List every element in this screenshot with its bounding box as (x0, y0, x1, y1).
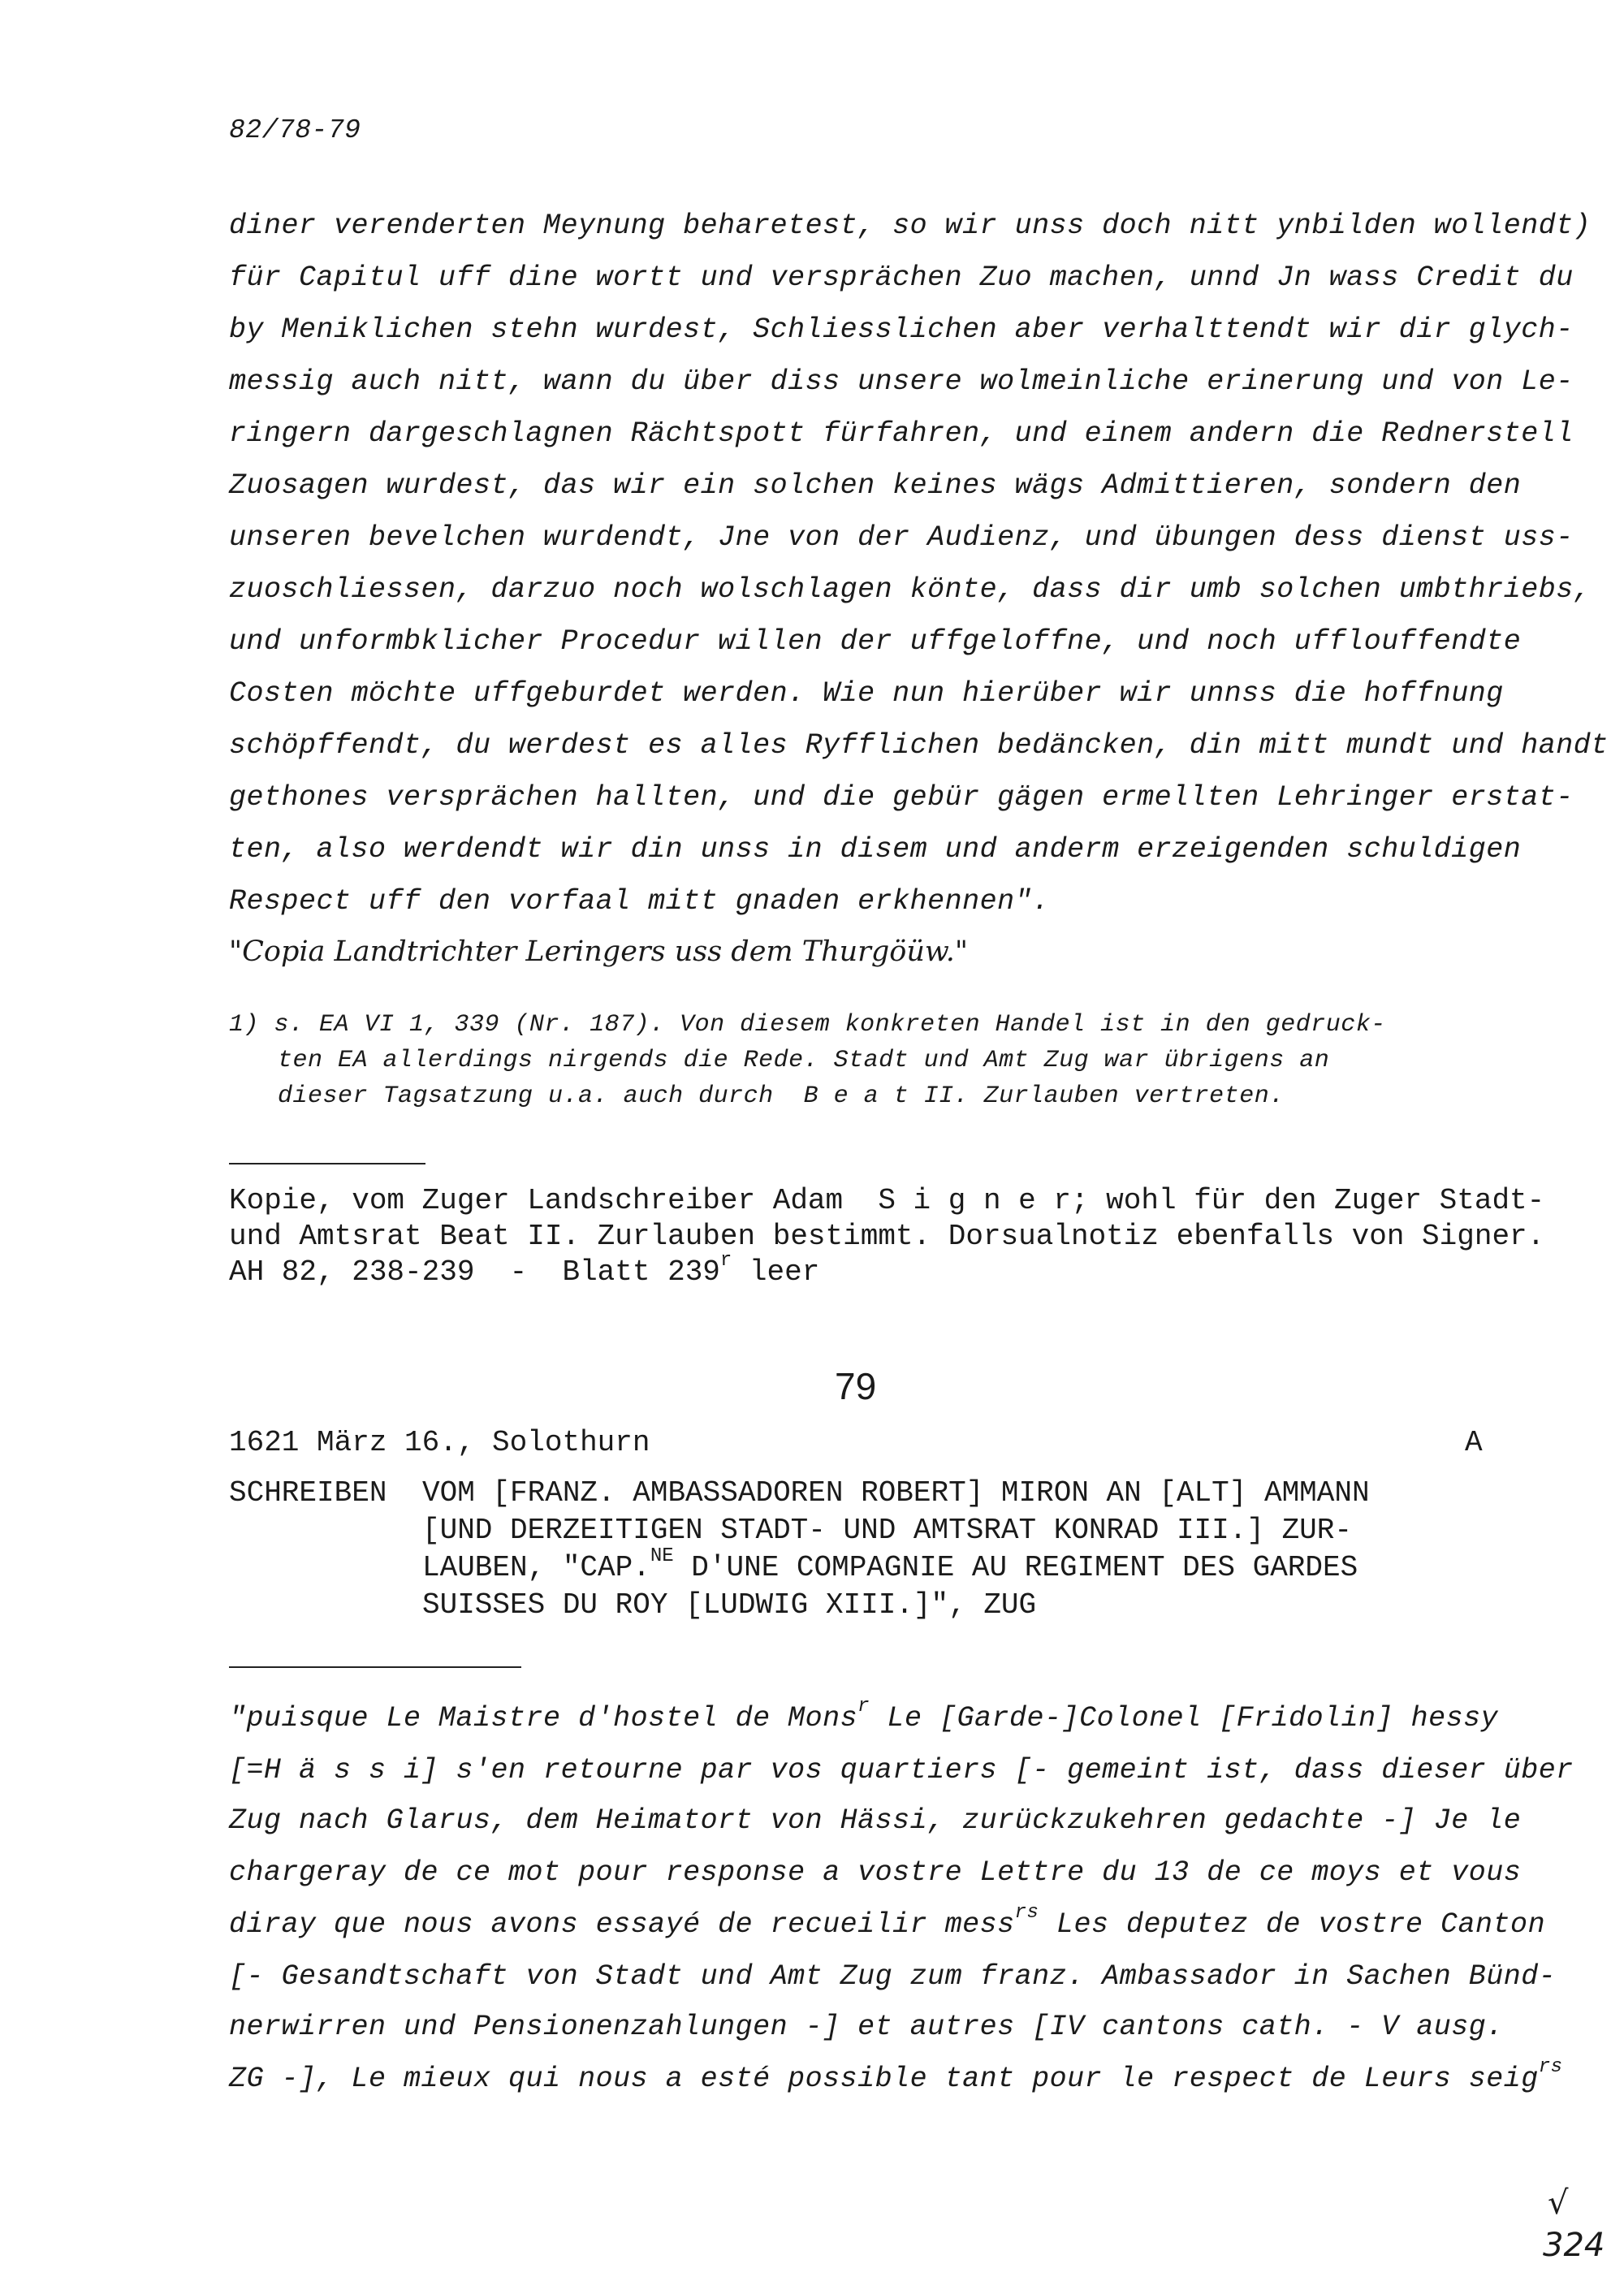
text-line: [- Gesandtschaft von Stadt und Amt Zug zum franz. Ambassador in Sachen Bünd- (229, 1960, 1557, 1993)
heading-line (422, 1545, 1358, 1584)
superscript: NE (650, 1545, 674, 1567)
text-line: [=H ä s s i] s'en retourne par vos quartiers [- gemeint ist, dass dieser über (229, 1754, 1574, 1787)
text-segment: AH 82, 238-239 - Blatt 239 (229, 1255, 720, 1289)
text-line: messig auch nitt, wann du über diss unsere wolmeinliche erinerung und von Le- (229, 365, 1574, 398)
source-note-line (229, 1250, 820, 1289)
text-line (229, 1902, 1546, 1941)
text-line: und unformbklicher Procedur willen der uffgeloffne, und noch ufflouffendte (229, 625, 1522, 658)
page-number: 324 (1543, 2227, 1605, 2264)
separator-rule (229, 1666, 521, 1668)
entry-date-place: 1621 März 16., Solothurn (229, 1426, 650, 1459)
text-line: ten, also werdendt wir din unss in disem und anderm erzeigenden schuldigen (229, 833, 1522, 866)
text-line: ringern dargeschlagnen Rächtspott fürfahren, und einem andern die Rednerstell (229, 417, 1574, 450)
footnote-line: dieser Tagsatzung u.a. auch durch B e a t II. Zurlauben vertreten. (278, 1082, 1285, 1110)
text-segment: Les deputez de vostre Canton (1039, 1908, 1546, 1941)
superscript: r (857, 1696, 870, 1717)
text-segment: LAUBEN, "CAP. (422, 1551, 650, 1584)
check-mark: √ (1548, 2184, 1569, 2222)
text-segment: "puisque Le Maistre d'hostel de Mons (229, 1702, 858, 1735)
text-line: Zuosagen wurdest, das wir ein solchen keines wägs Admittieren, sondern den (229, 469, 1522, 502)
text-line: Costen möchte uffgeburdet werden. Wie nun hierüber wir unnss die hoffnung (229, 677, 1504, 710)
heading-line: SUISSES DU ROY [LUDWIG XIII.]", ZUG (422, 1588, 1037, 1622)
text-line: für Capitul uff dine wortt und versprächen Zuo machen, unnd Jn wass Credit du (229, 261, 1574, 294)
footnote-line: ten EA allerdings nirgends die Rede. Stadt und Amt Zug war übrigens an (278, 1047, 1330, 1074)
heading-line: [UND DERZEITIGEN STADT- UND AMTSRAT KONRAD III.] ZUR- (422, 1514, 1352, 1547)
text-line: nerwirren und Pensionenzahlungen -] et autres [IV cantons cath. - V ausg. (229, 2011, 1504, 2043)
text-line: Respect uff den vorfaal mitt gnaden erkhennen". (229, 885, 1050, 918)
text-line: by Meniklichen stehn wurdest, Schliesslichen aber verhalttendt wir dir glych- (229, 313, 1574, 346)
text-line: diner verenderten Meynung beharetest, so wir unss doch nitt ynbilden wollendt) (229, 210, 1592, 242)
text-line: schöpffendt, du werdest es alles Ryfflichen bedäncken, din mitt mundt und handt (229, 729, 1609, 762)
text-line: zuoschliessen, darzuo noch wolschlagen könte, dass dir umb solchen umbthriebs, (229, 573, 1592, 606)
source-note-line: und Amtsrat Beat II. Zurlauben bestimmt. Dorsualnotiz ebenfalls von Signer. (229, 1220, 1545, 1253)
heading-label: SCHREIBEN (229, 1476, 387, 1510)
text-segment: Le [Garde-]Colonel [Fridolin] hessy (870, 1702, 1499, 1735)
document-reference: 82/78-79 (229, 115, 361, 145)
text-line (229, 1696, 1499, 1735)
text-line: gethones versprächen hallten, und die gebür gägen ermellten Lehringer erstat- (229, 781, 1574, 814)
superscript: rs (1014, 1902, 1039, 1924)
text-line: chargeray de ce mot pour response a vostre Lettre du 13 de ce moys et vous (229, 1856, 1522, 1889)
text-segment: ZG -], Le mieux qui nous a esté possible tant pour le respect de Leurs seig (229, 2063, 1539, 2095)
footnote-line: 1) s. EA VI 1, 339 (Nr. 187). Von diesem konkreten Handel ist in den gedruck- (229, 1011, 1386, 1039)
text-line (229, 2056, 1563, 2095)
source-note-line: Kopie, vom Zuger Landschreiber Adam S i g n e r; wohl für den Zuger Stadt- (229, 1184, 1545, 1217)
text-segment: diray que nous avons essayé de recueilir mess (229, 1908, 1015, 1941)
entry-number: 79 (835, 1365, 877, 1407)
heading-line: VOM [FRANZ. AMBASSADOREN ROBERT] MIRON AN [ALT] AMMANN (422, 1476, 1370, 1510)
text-line: Zug nach Glarus, dem Heimatort von Hässi, zurückzukehren gedachte -] Je le (229, 1804, 1522, 1837)
copia-line: "Copia Landtrichter Leringers uss dem Thurgöüw." (229, 935, 968, 968)
text-line: unseren bevelchen wurdendt, Jne von der Audienz, und übungen dess dienst uss- (229, 521, 1574, 554)
text-segment: D'UNE COMPAGNIE AU REGIMENT DES GARDES (673, 1551, 1358, 1584)
text-segment: leer (732, 1255, 820, 1289)
superscript: rs (1538, 2056, 1563, 2078)
superscript: r (719, 1250, 732, 1272)
separator-rule (229, 1163, 425, 1164)
entry-category: A (1465, 1426, 1483, 1459)
